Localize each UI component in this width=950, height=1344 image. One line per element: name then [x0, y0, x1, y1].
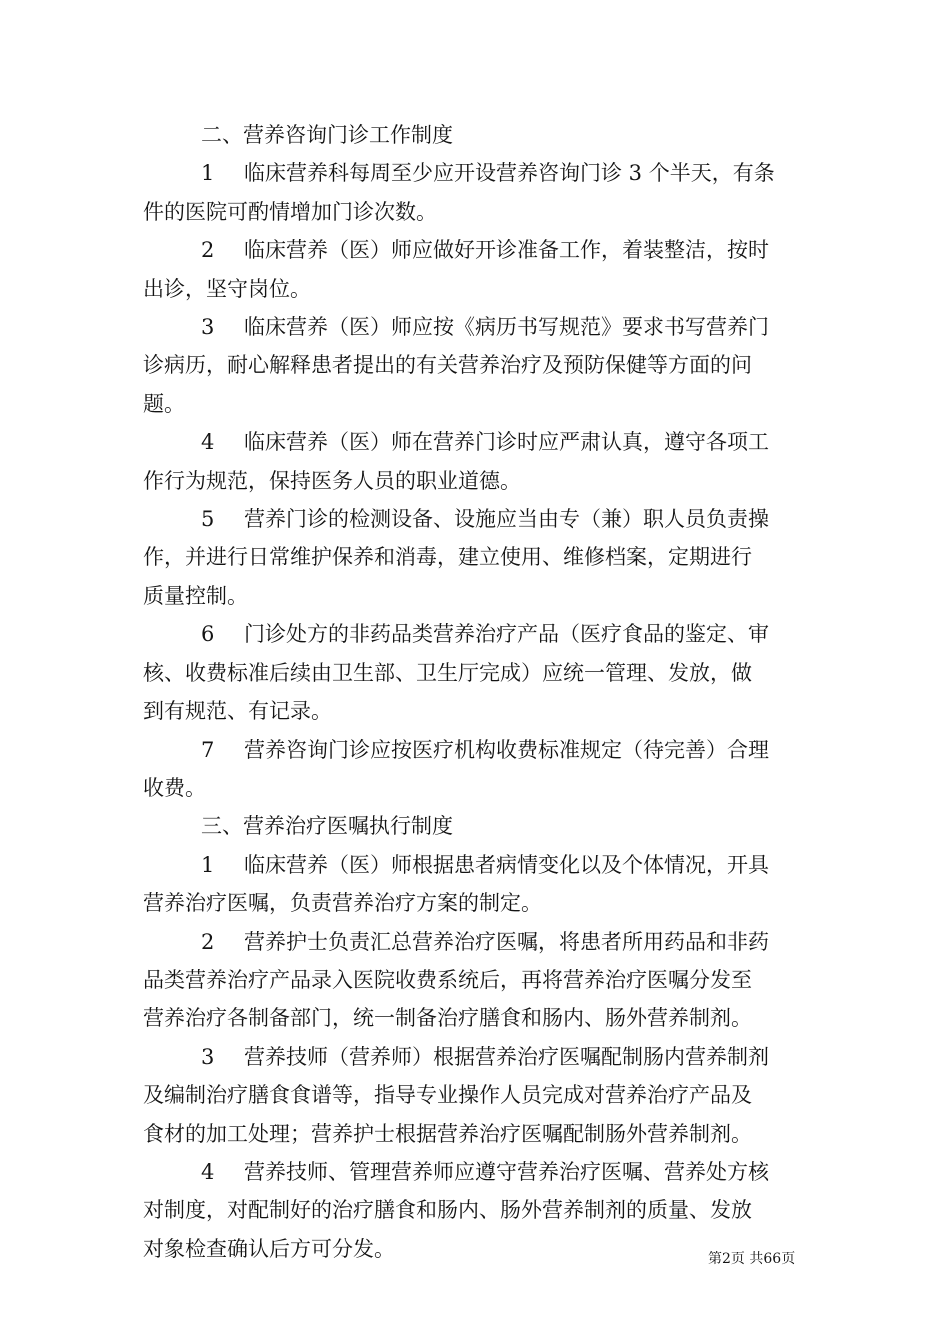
line-text: 营养技师、管理营养师应遵守营养治疗医嘱、营养处方核 [244, 1159, 769, 1184]
line-text: 临床营养（医）师应做好开诊准备工作，着装整洁，按时 [244, 238, 769, 263]
text-line [143, 270, 808, 308]
list-item [143, 423, 808, 500]
text-line [143, 538, 808, 576]
line-text: 出诊，坚守岗位。 [143, 276, 311, 301]
page-footer [708, 1248, 795, 1268]
footer-page-number: 2 [722, 1251, 731, 1267]
text-line [143, 231, 808, 269]
text-line [143, 731, 808, 769]
list-item [143, 231, 808, 308]
text-line [143, 1191, 808, 1229]
text-line [143, 615, 808, 653]
item-number: 3 [201, 315, 215, 340]
item-number: 4 [201, 430, 215, 455]
item-number: 5 [201, 507, 215, 532]
line-text: 营养治疗医嘱，负责营养治疗方案的制定。 [143, 891, 542, 916]
line-text: 临床营养（医）师在营养门诊时应严肃认真，遵守各项工 [244, 430, 769, 455]
list-item [143, 154, 808, 231]
text-line [143, 884, 808, 922]
text-line [143, 1076, 808, 1114]
line-text: 食材的加工处理；营养护士根据营养治疗医嘱配制肠外营养制剂。 [143, 1121, 752, 1146]
line-text: 营养门诊的检测设备、设施应当由专（兼）职人员负责操 [244, 507, 769, 532]
list-item [143, 731, 808, 808]
text-line [143, 769, 808, 807]
line-text: 质量控制。 [143, 583, 248, 608]
text-line [143, 961, 808, 999]
line-text: 门诊处方的非药品类营养治疗产品（医疗食品的鉴定、审 [244, 622, 769, 647]
text-line [143, 423, 808, 461]
item-number: 2 [201, 238, 215, 263]
footer-middle: 页 共 [730, 1251, 764, 1267]
list-item [143, 500, 808, 615]
line-text: 及编制治疗膳食食谱等，指导专业操作人员完成对营养治疗产品及 [143, 1083, 752, 1108]
item-number: 7 [201, 737, 215, 762]
line-text: 核、收费标准后续由卫生部、卫生厅完成）应统一管理、发放，做 [143, 660, 752, 685]
list-item [143, 1038, 808, 1153]
line-text: 营养治疗各制备部门，统一制备治疗膳食和肠内、肠外营养制剂。 [143, 1006, 752, 1031]
line-text: 营养护士负责汇总营养治疗医嘱，将患者所用药品和非药 [244, 929, 769, 954]
item-number: 2 [201, 929, 215, 954]
line-text: 诊病历，耐心解释患者提出的有关营养治疗及预防保健等方面的问 [143, 353, 752, 378]
line-text: 件的医院可酌情增加门诊次数。 [143, 199, 437, 224]
text-line [143, 346, 808, 384]
line-text: 临床营养（医）师应按《病历书写规范》要求书写营养门 [244, 315, 769, 340]
line-text: 对象检查确认后方可分发。 [143, 1236, 395, 1261]
text-line [143, 385, 808, 423]
text-line [143, 577, 808, 615]
list-item [143, 923, 808, 1038]
line-text: 品类营养治疗产品录入医院收费系统后，再将营养治疗医嘱分发至 [143, 967, 752, 992]
text-line [143, 308, 808, 346]
section-heading: 三、营养治疗医嘱执行制度 [201, 814, 453, 839]
line-text: 题。 [143, 391, 185, 416]
list-item [143, 308, 808, 423]
text-line [143, 193, 808, 231]
text-line [143, 1038, 808, 1076]
list-item [143, 615, 808, 730]
line-text: 临床营养（医）师根据患者病情变化以及个体情况，开具 [244, 852, 769, 877]
text-line [143, 846, 808, 884]
section-heading: 二、营养咨询门诊工作制度 [201, 123, 453, 147]
line-text: 作行为规范，保持医务人员的职业道德。 [143, 468, 521, 493]
text-line [143, 154, 808, 192]
item-number: 6 [201, 622, 215, 647]
footer-suffix: 页 [781, 1251, 796, 1267]
text-line [143, 462, 808, 500]
line-text: 临床营养科每周至少应开设营养咨询门诊 3 个半天，有条 [244, 161, 775, 186]
item-number: 3 [201, 1044, 215, 1069]
text-line [143, 500, 808, 538]
text-line [143, 923, 808, 961]
line-text: 营养咨询门诊应按医疗机构收费标准规定（待完善）合理 [244, 737, 769, 762]
text-line [143, 999, 808, 1037]
line-text: 到有规范、有记录。 [143, 699, 332, 724]
line-text: 收费。 [143, 775, 206, 800]
footer-prefix: 第 [708, 1251, 722, 1267]
list-item [143, 846, 808, 923]
line-text: 营养技师（营养师）根据营养治疗医嘱配制肠内营养制剂 [244, 1044, 769, 1069]
text-line [143, 654, 808, 692]
item-number: 1 [201, 161, 215, 186]
item-number: 1 [201, 852, 215, 877]
text-line [143, 692, 808, 730]
text-line [143, 1153, 808, 1191]
item-number: 4 [201, 1159, 215, 1184]
document-body [143, 116, 808, 1268]
line-text: 对制度，对配制好的治疗膳食和肠内、肠外营养制剂的质量、发放 [143, 1198, 752, 1223]
line-text: 作，并进行日常维护保养和消毒，建立使用、维修档案，定期进行 [143, 545, 752, 570]
footer-total-pages: 66 [763, 1251, 782, 1267]
text-line [143, 1115, 808, 1153]
